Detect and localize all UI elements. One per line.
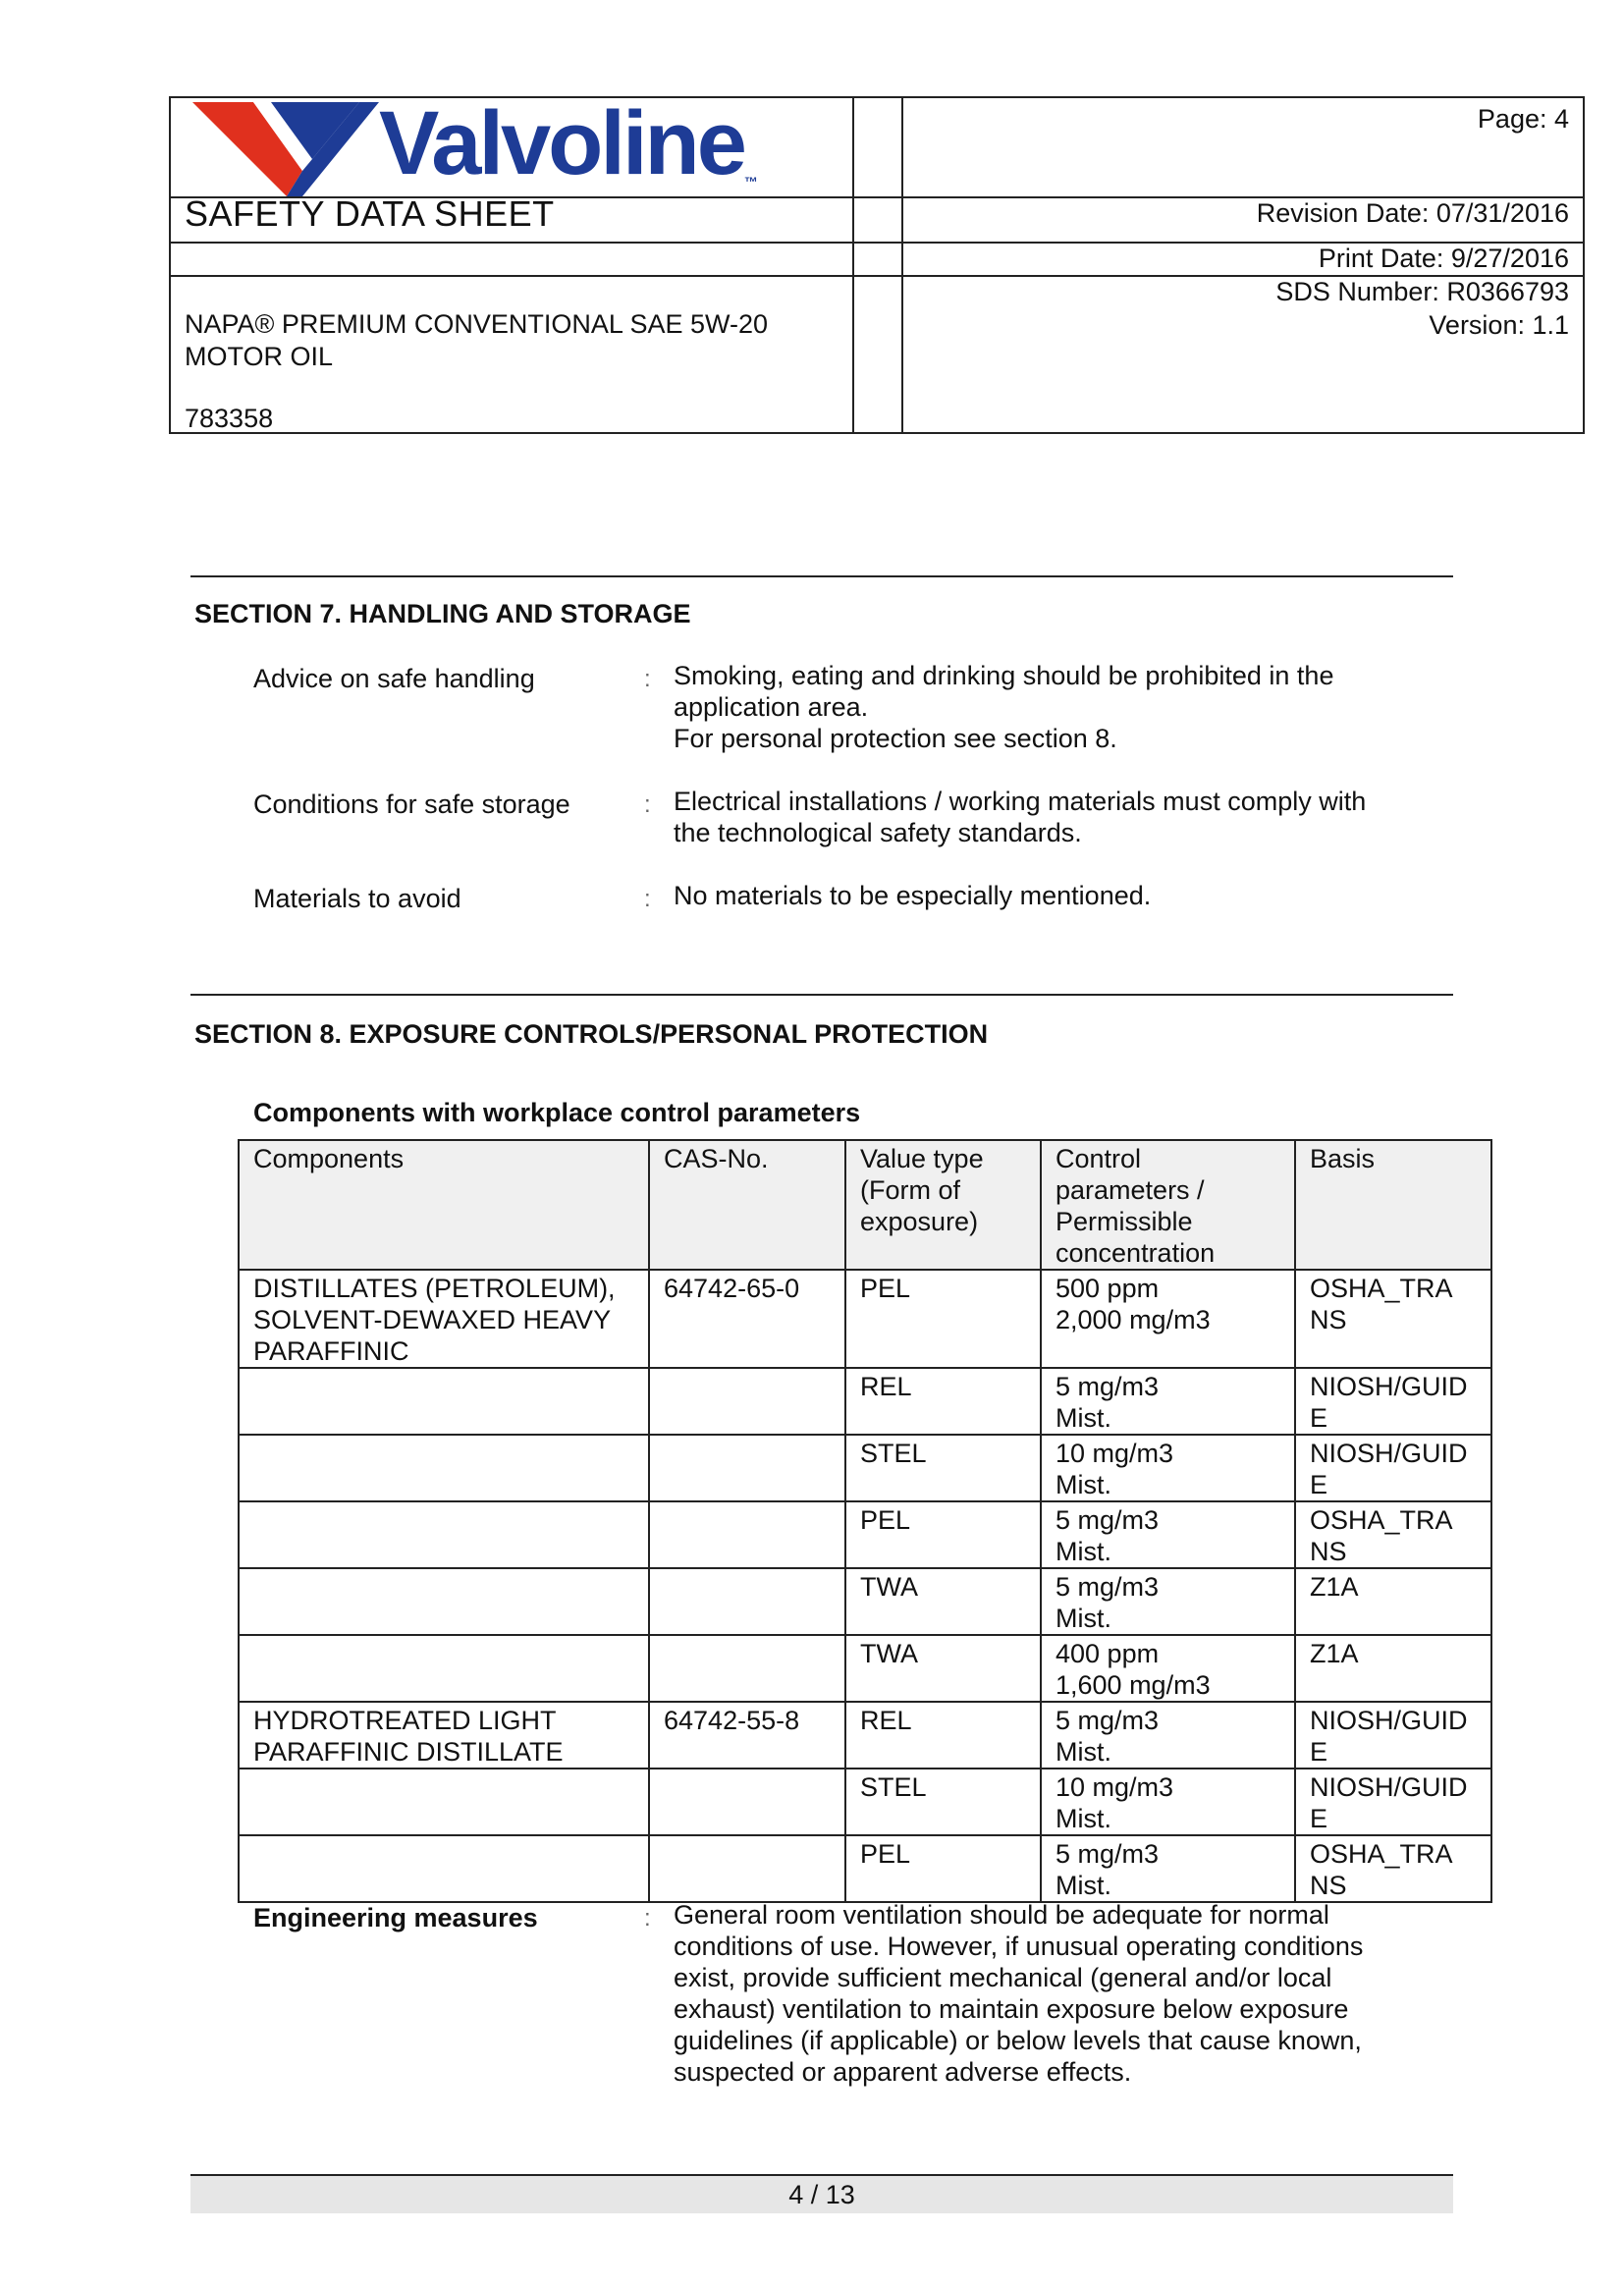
basis-cell-text: E bbox=[1310, 1804, 1328, 1833]
header-divider-v1 bbox=[852, 98, 854, 434]
basis-cell bbox=[1295, 1368, 1491, 1435]
value-type-cell-text: STEL bbox=[860, 1439, 927, 1468]
value-type-cell bbox=[845, 1635, 1041, 1702]
basis-cell-text: OSHA_TRA bbox=[1310, 1505, 1453, 1535]
cas-number-cell bbox=[649, 1270, 845, 1368]
table-row bbox=[239, 1435, 1491, 1501]
basis-cell bbox=[1295, 1769, 1491, 1835]
cas-number-cell bbox=[649, 1568, 845, 1635]
basis-cell bbox=[1295, 1635, 1491, 1702]
value-type-cell bbox=[845, 1501, 1041, 1568]
control-parameters-cell-text: 5 mg/m3 bbox=[1056, 1706, 1160, 1735]
control-parameters-cell-text: Mist. bbox=[1056, 1737, 1111, 1767]
cas-number-cell bbox=[649, 1635, 845, 1702]
col-header-value-type bbox=[845, 1140, 1041, 1270]
footer-bar bbox=[190, 2176, 1453, 2213]
valvoline-v-icon bbox=[192, 102, 379, 196]
value-type-cell bbox=[845, 1435, 1041, 1501]
sds-number: SDS Number: R0366793 bbox=[1275, 277, 1569, 306]
control-parameters-cell-text: 5 mg/m3 bbox=[1056, 1372, 1160, 1401]
value-type-cell bbox=[845, 1835, 1041, 1902]
component-cell bbox=[239, 1702, 649, 1769]
component-cell bbox=[239, 1501, 649, 1568]
advice-handling-line: application area. bbox=[674, 692, 869, 722]
table-row bbox=[239, 1270, 1491, 1368]
section-8-rule bbox=[190, 994, 1453, 996]
basis-cell bbox=[1295, 1501, 1491, 1568]
control-parameters-cell-text: 5 mg/m3 bbox=[1056, 1839, 1160, 1869]
control-parameters-cell bbox=[1041, 1635, 1295, 1702]
value-type-cell bbox=[845, 1568, 1041, 1635]
col-header-text: Permissible bbox=[1056, 1207, 1193, 1236]
col-header-control bbox=[1041, 1140, 1295, 1270]
value-type-cell-text: PEL bbox=[860, 1274, 911, 1303]
section-7-rule bbox=[190, 575, 1453, 577]
control-parameters-cell-text: Mist. bbox=[1056, 1537, 1111, 1566]
footer-page-indicator: 4 / 13 bbox=[788, 2180, 855, 2209]
storage-conditions-label: Conditions for safe storage bbox=[253, 789, 570, 819]
component-cell bbox=[239, 1635, 649, 1702]
component-cell-text: HYDROTREATED LIGHT bbox=[253, 1706, 557, 1735]
basis-cell bbox=[1295, 1702, 1491, 1769]
cas-number-cell-text: 64742-65-0 bbox=[664, 1274, 800, 1303]
product-name bbox=[185, 308, 768, 373]
colon-separator: : bbox=[644, 666, 651, 692]
version: Version: 1.1 bbox=[1429, 310, 1569, 340]
component-cell bbox=[239, 1568, 649, 1635]
basis-cell-text: NS bbox=[1310, 1305, 1347, 1334]
storage-conditions-line: Electrical installations / working materials must comply with bbox=[674, 787, 1367, 816]
control-parameters-cell-text: Mist. bbox=[1056, 1604, 1111, 1633]
control-parameters-cell-text: 2,000 mg/m3 bbox=[1056, 1305, 1211, 1334]
engineering-measures-label: Engineering measures bbox=[253, 1903, 538, 1932]
col-header-components bbox=[239, 1140, 649, 1270]
advice-handling-value bbox=[674, 660, 1459, 754]
basis-cell bbox=[1295, 1835, 1491, 1902]
engineering-measures-value bbox=[674, 1899, 1459, 2088]
control-parameters-cell bbox=[1041, 1835, 1295, 1902]
table-header-row bbox=[239, 1140, 1491, 1270]
cas-number-cell-text: 64742-55-8 bbox=[664, 1706, 800, 1735]
component-cell bbox=[239, 1435, 649, 1501]
materials-avoid-line: No materials to be especially mentioned. bbox=[674, 881, 1152, 910]
value-type-cell-text: PEL bbox=[860, 1839, 911, 1869]
storage-conditions-line: the technological safety standards. bbox=[674, 818, 1082, 847]
basis-cell-text: OSHA_TRA bbox=[1310, 1274, 1453, 1303]
control-parameters-cell-text: 1,600 mg/m3 bbox=[1056, 1670, 1211, 1700]
cas-number-cell bbox=[649, 1435, 845, 1501]
control-parameters-cell-text: Mist. bbox=[1056, 1871, 1111, 1900]
col-header-text: Basis bbox=[1310, 1144, 1376, 1173]
value-type-cell-text: TWA bbox=[860, 1639, 918, 1668]
col-header-text: Value type bbox=[860, 1144, 984, 1173]
basis-cell-text: E bbox=[1310, 1403, 1328, 1433]
table-row bbox=[239, 1568, 1491, 1635]
col-header-text: concentration bbox=[1056, 1238, 1216, 1268]
product-name-line-1: NAPA® PREMIUM CONVENTIONAL SAE 5W-20 bbox=[185, 309, 769, 339]
value-type-cell-text: STEL bbox=[860, 1772, 927, 1802]
trademark-mark: ™ bbox=[743, 174, 755, 190]
cas-number-cell bbox=[649, 1702, 845, 1769]
basis-cell bbox=[1295, 1435, 1491, 1501]
component-cell-text: PARAFFINIC DISTILLATE bbox=[253, 1737, 564, 1767]
control-parameters-cell-text: 10 mg/m3 bbox=[1056, 1772, 1174, 1802]
col-header-text: parameters / bbox=[1056, 1175, 1205, 1205]
value-type-cell-text: REL bbox=[860, 1706, 912, 1735]
control-parameters-cell bbox=[1041, 1368, 1295, 1435]
engineering-measures-line: guidelines (if applicable) or below levels that cause known, bbox=[674, 2026, 1362, 2055]
advice-handling-line: For personal protection see section 8. bbox=[674, 724, 1117, 753]
control-parameters-cell bbox=[1041, 1270, 1295, 1368]
col-header-cas bbox=[649, 1140, 845, 1270]
control-parameters-cell-text: Mist. bbox=[1056, 1470, 1111, 1499]
section-8-title: SECTION 8. EXPOSURE CONTROLS/PERSONAL PROTECTION bbox=[194, 1019, 989, 1049]
engineering-measures-line: suspected or apparent adverse effects. bbox=[674, 2057, 1132, 2087]
basis-cell-text: NS bbox=[1310, 1537, 1347, 1566]
product-name-line-2: MOTOR OIL bbox=[185, 341, 334, 371]
engineering-measures-line: General room ventilation should be adequate for normal bbox=[674, 1900, 1329, 1930]
materials-avoid-value bbox=[674, 880, 1459, 911]
basis-cell bbox=[1295, 1568, 1491, 1635]
engineering-measures-line: conditions of use. However, if unusual operating conditions bbox=[674, 1932, 1364, 1961]
control-parameters-cell bbox=[1041, 1769, 1295, 1835]
col-header-basis bbox=[1295, 1140, 1491, 1270]
table-row bbox=[239, 1635, 1491, 1702]
component-cell bbox=[239, 1769, 649, 1835]
colon-separator: : bbox=[644, 1905, 651, 1932]
control-parameters-cell-text: 400 ppm bbox=[1056, 1639, 1160, 1668]
page-number: Page: 4 bbox=[1477, 104, 1569, 134]
cas-number-cell bbox=[649, 1501, 845, 1568]
table-row bbox=[239, 1769, 1491, 1835]
value-type-cell bbox=[845, 1769, 1041, 1835]
control-parameters-cell bbox=[1041, 1568, 1295, 1635]
component-cell bbox=[239, 1270, 649, 1368]
control-parameters-cell-text: Mist. bbox=[1056, 1804, 1111, 1833]
basis-cell-text: NIOSH/GUID bbox=[1310, 1706, 1468, 1735]
value-type-cell bbox=[845, 1368, 1041, 1435]
col-header-text: CAS-No. bbox=[664, 1144, 769, 1173]
advice-handling-line: Smoking, eating and drinking should be prohibited in the bbox=[674, 661, 1334, 690]
col-header-text: exposure) bbox=[860, 1207, 979, 1236]
basis-cell-text: NS bbox=[1310, 1871, 1347, 1900]
value-type-cell-text: REL bbox=[860, 1372, 912, 1401]
basis-cell-text: OSHA_TRA bbox=[1310, 1839, 1453, 1869]
colon-separator: : bbox=[644, 791, 651, 818]
advice-handling-label: Advice on safe handling bbox=[253, 664, 535, 693]
components-table bbox=[238, 1139, 1492, 1903]
table-row bbox=[239, 1368, 1491, 1435]
document-header bbox=[169, 93, 1585, 434]
table-caption: Components with workplace control parameters bbox=[253, 1098, 861, 1127]
basis-cell-text: NIOSH/GUID bbox=[1310, 1439, 1468, 1468]
control-parameters-cell-text: Mist. bbox=[1056, 1403, 1111, 1433]
component-cell-text: PARAFFINIC bbox=[253, 1336, 409, 1366]
engineering-measures-line: exhaust) ventilation to maintain exposure below exposure bbox=[674, 1994, 1349, 2024]
header-divider-v2 bbox=[901, 98, 903, 434]
control-parameters-cell-text: 10 mg/m3 bbox=[1056, 1439, 1174, 1468]
basis-cell-text: Z1A bbox=[1310, 1572, 1359, 1602]
component-cell bbox=[239, 1368, 649, 1435]
control-parameters-cell bbox=[1041, 1501, 1295, 1568]
control-parameters-cell bbox=[1041, 1702, 1295, 1769]
table-row bbox=[239, 1702, 1491, 1769]
col-header-text: Components bbox=[253, 1144, 405, 1173]
product-code: 783358 bbox=[185, 404, 274, 433]
brand-name: Valvoline™ bbox=[379, 93, 755, 193]
cas-number-cell bbox=[649, 1769, 845, 1835]
table-body bbox=[239, 1270, 1491, 1902]
engineering-measures-line: exist, provide sufficient mechanical (general and/or local bbox=[674, 1963, 1332, 1992]
revision-date: Revision Date: 07/31/2016 bbox=[1256, 198, 1569, 228]
value-type-cell bbox=[845, 1270, 1041, 1368]
table-row bbox=[239, 1501, 1491, 1568]
basis-cell-text: Z1A bbox=[1310, 1639, 1359, 1668]
basis-cell bbox=[1295, 1270, 1491, 1368]
component-cell bbox=[239, 1835, 649, 1902]
document-title: SAFETY DATA SHEET bbox=[185, 193, 555, 234]
basis-cell-text: NIOSH/GUID bbox=[1310, 1372, 1468, 1401]
control-parameters-cell-text: 500 ppm bbox=[1056, 1274, 1160, 1303]
cas-number-cell bbox=[649, 1368, 845, 1435]
basis-cell-text: E bbox=[1310, 1737, 1328, 1767]
value-type-cell-text: PEL bbox=[860, 1505, 911, 1535]
control-parameters-cell-text: 5 mg/m3 bbox=[1056, 1505, 1160, 1535]
colon-separator: : bbox=[644, 886, 651, 912]
control-parameters-cell bbox=[1041, 1435, 1295, 1501]
table-row bbox=[239, 1835, 1491, 1902]
materials-avoid-label: Materials to avoid bbox=[253, 884, 461, 913]
print-date: Print Date: 9/27/2016 bbox=[1318, 244, 1569, 273]
col-header-text: Control bbox=[1056, 1144, 1142, 1173]
value-type-cell bbox=[845, 1702, 1041, 1769]
value-type-cell-text: TWA bbox=[860, 1572, 918, 1602]
basis-cell-text: E bbox=[1310, 1470, 1328, 1499]
component-cell-text: DISTILLATES (PETROLEUM), bbox=[253, 1274, 616, 1303]
cas-number-cell bbox=[649, 1835, 845, 1902]
storage-conditions-value bbox=[674, 786, 1459, 848]
section-7-title: SECTION 7. HANDLING AND STORAGE bbox=[194, 599, 691, 628]
col-header-text: (Form of bbox=[860, 1175, 961, 1205]
valvoline-logo bbox=[192, 93, 821, 200]
component-cell-text: SOLVENT-DEWAXED HEAVY bbox=[253, 1305, 612, 1334]
basis-cell-text: NIOSH/GUID bbox=[1310, 1772, 1468, 1802]
control-parameters-cell-text: 5 mg/m3 bbox=[1056, 1572, 1160, 1602]
